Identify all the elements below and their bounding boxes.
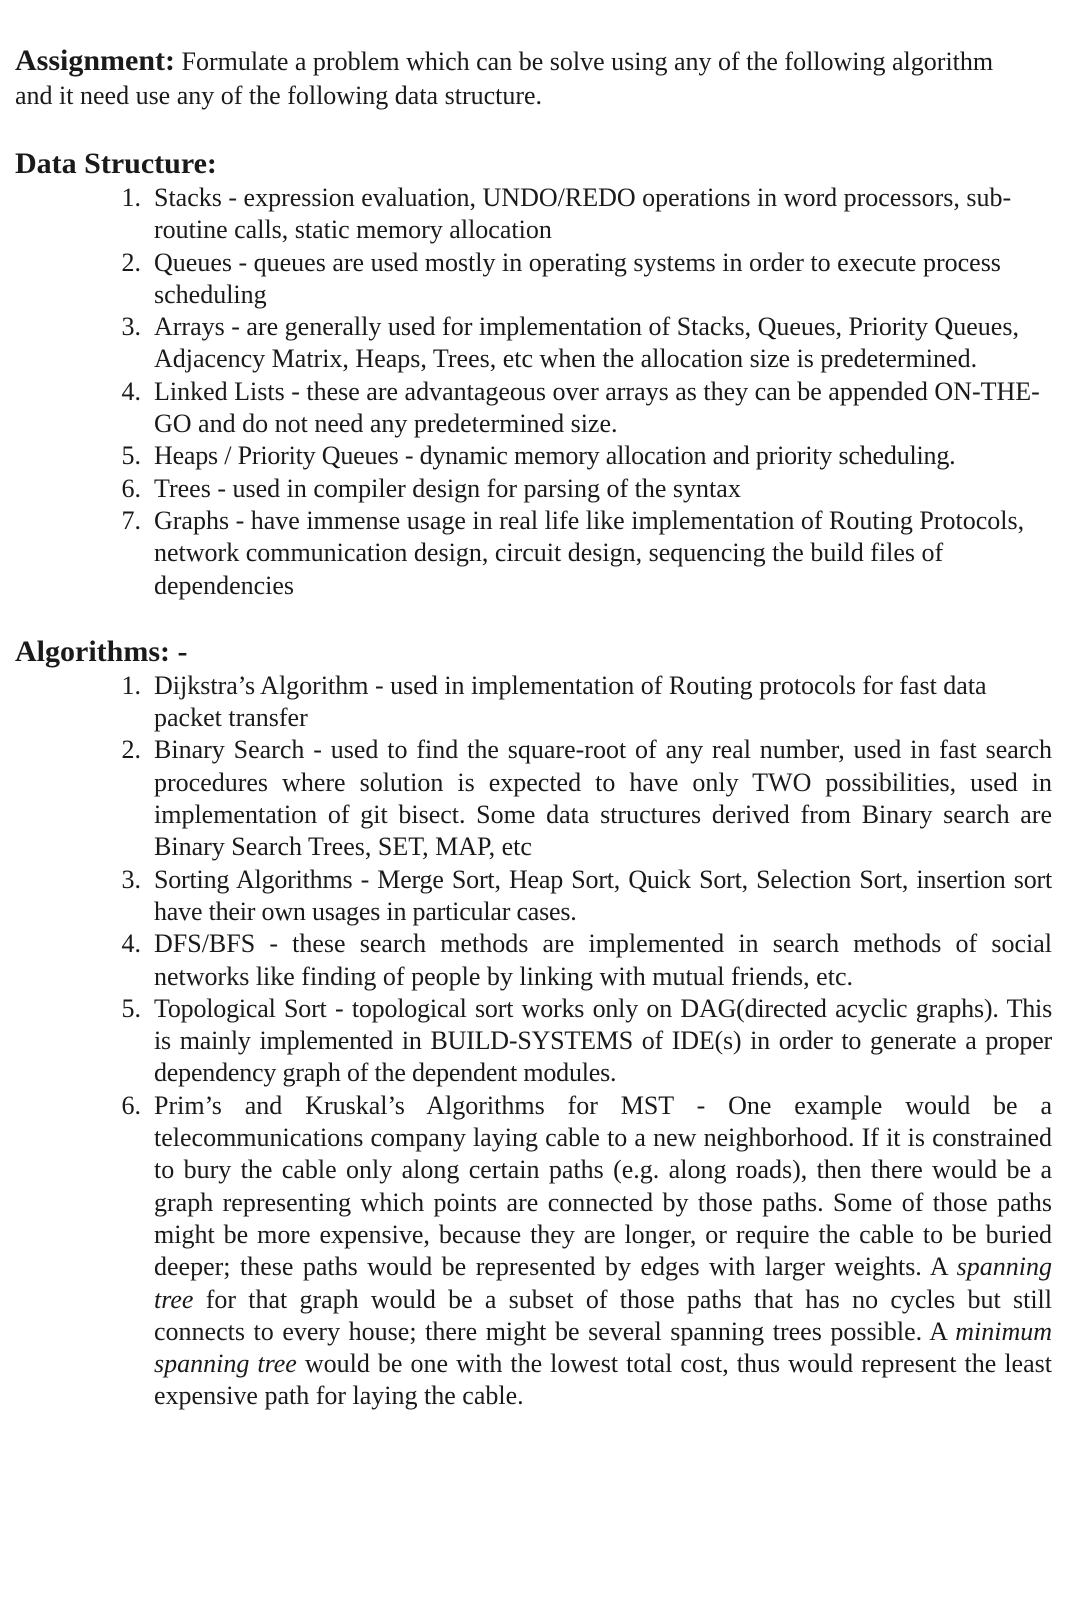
data-structure-heading: Data Structure:: [15, 147, 217, 180]
list-text: Graphs - have immense usage in real life like implementation of Routing Protocols, network communication design, circuit design, sequencing the build files of dependencies: [154, 505, 1025, 600]
mst-text-part-2: for that graph would be a subset of those paths that has no cycles but still connects to every house; there might be several spanning trees possible. A: [154, 1284, 1052, 1346]
assignment-paragraph: [15, 44, 1052, 113]
list-text: Sorting Algorithms - Merge Sort, Heap Sort, Quick Sort, Selection Sort, insertion sort have their own usages in particular cases.: [154, 864, 1052, 926]
mst-text-part-1: Prim’s and Kruskal’s Algorithms for MST - One example would be a telecommunications company laying cable to a new neighborhood. If it is constrained to bury the cable only along certain paths (e.g. along roads), then there would be a graph representing which points are connected by those paths. Some of those paths might be more expensive, because they are longer, or require the cable to be buried deeper; these paths would be represented by edges with larger weights. A: [154, 1090, 1052, 1282]
list-number: 3.: [121, 312, 141, 342]
list-text: [154, 1090, 1052, 1413]
list-item: [15, 311, 1052, 376]
list-number: 6.: [121, 473, 141, 503]
list-number: 5.: [121, 441, 141, 471]
list-item: [15, 864, 1052, 929]
list-item: [15, 182, 1052, 247]
list-item: [15, 247, 1052, 312]
list-item: [15, 734, 1052, 863]
list-text: Binary Search - used to find the square-root of any real number, used in fast search procedures where solution is expected to have only TWO possibilities, used in implementation of git bisect. Some data structures derived from Binary search are Binary Search Trees, SET, MAP, etc: [154, 735, 1052, 862]
list-number: 2.: [121, 735, 141, 765]
list-text: Linked Lists - these are advantageous over arrays as they can be appended ON-THE-GO and do not need any predetermined size.: [154, 376, 1040, 439]
list-number: 1.: [121, 670, 141, 700]
spanning-tree-term: spanning tree: [154, 1252, 1052, 1314]
list-number: 4.: [121, 376, 141, 406]
algorithms-list: [15, 670, 1052, 1413]
list-item: [15, 670, 1052, 735]
list-number: 3.: [121, 864, 141, 894]
data-structure-list: [15, 182, 1052, 602]
list-item: [15, 993, 1052, 1090]
list-number: 7.: [121, 505, 141, 535]
list-text: Arrays - are generally used for implementation of Stacks, Queues, Priority Queues, Adjacency Matrix, Heaps, Trees, etc when the allocation size is predetermined.: [154, 312, 1019, 374]
mst-text-part-3: would be one with the lowest total cost, thus would represent the least expensive path for laying the cable.: [154, 1349, 1052, 1411]
list-text: Queues - queues are used mostly in operating systems in order to execute process scheduling: [154, 247, 1001, 309]
list-number: 5.: [121, 993, 141, 1023]
list-text: Trees - used in compiler design for parsing of the syntax: [154, 473, 741, 503]
list-text: DFS/BFS - these search methods are implemented in search methods of social networks like finding of people by linking with mutual friends, etc.: [154, 929, 1052, 991]
list-number: 1.: [121, 183, 141, 212]
list-item: [15, 376, 1052, 441]
list-number: 4.: [121, 929, 141, 959]
list-item: [15, 928, 1052, 993]
list-item: [15, 473, 1052, 505]
minimum-spanning-tree-term: minimum spanning tree: [154, 1316, 1052, 1379]
list-number: 2.: [121, 247, 141, 277]
list-item: [15, 505, 1052, 602]
list-text: Topological Sort - topological sort works only on DAG(directed acyclic graphs). This is mainly implemented in BUILD-SYSTEMS of IDE(s) in order to generate a proper dependency graph of the dependent modules.: [154, 993, 1052, 1088]
list-item: [15, 440, 1052, 472]
list-text: Heaps / Priority Queues - dynamic memory allocation and priority scheduling.: [154, 441, 956, 471]
list-number: 6.: [121, 1090, 141, 1120]
algorithms-heading: Algorithms: -: [15, 634, 188, 668]
assignment-text: Formulate a problem which can be solve using any of the following algorithm and it need use any of the following data structure.: [15, 47, 994, 110]
assignment-label: Assignment:: [15, 44, 176, 77]
list-item: [15, 1090, 1052, 1413]
list-text: Stacks - expression evaluation, UNDO/REDO operations in word processors, sub-routine calls, static memory allocation: [154, 183, 1012, 245]
list-text: Dijkstra’s Algorithm - used in implementation of Routing protocols for fast data packet transfer: [154, 670, 987, 733]
